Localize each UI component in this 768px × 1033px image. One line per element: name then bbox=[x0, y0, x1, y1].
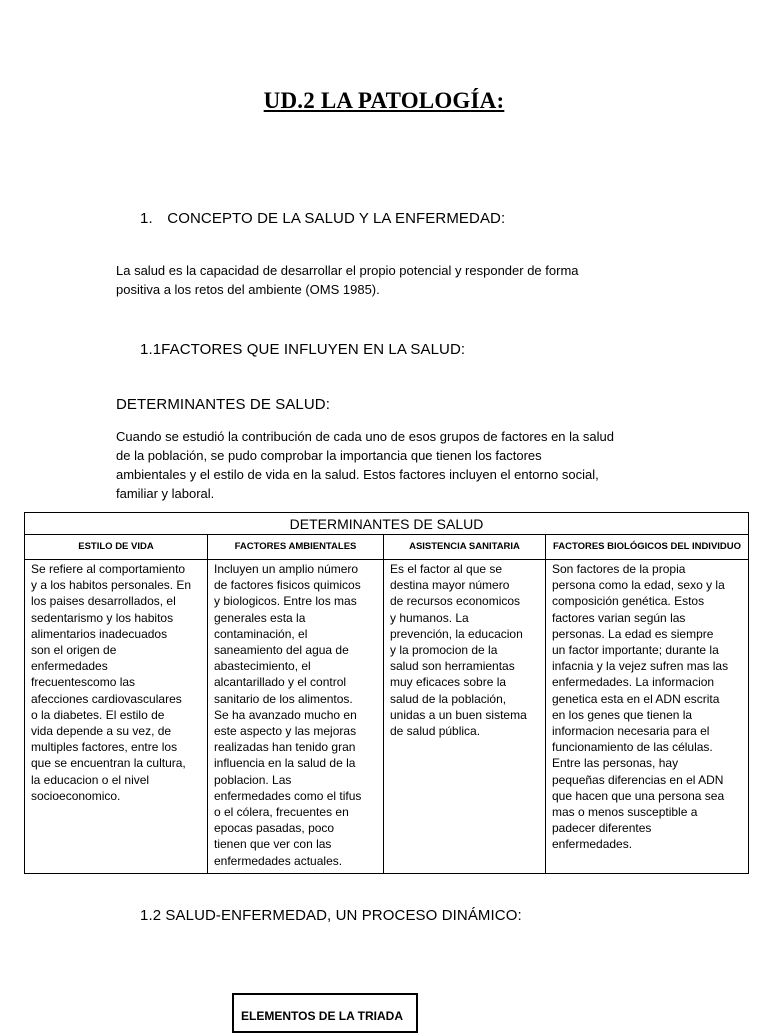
cell-line: y la promocion de la bbox=[390, 643, 498, 658]
cell-line: de factores fisicos quimicos bbox=[214, 578, 361, 593]
cell-line: y a los habitos personales. En bbox=[31, 578, 192, 593]
cell-line: o la diabetes. El estilo de bbox=[31, 707, 165, 722]
cell-line: enfermedades actuales. bbox=[214, 853, 343, 868]
document-title: UD.2 LA PATOLOGÍA: bbox=[263, 88, 505, 113]
cell-line: Se ha avanzado mucho en bbox=[214, 707, 357, 722]
triad-box-label: ELEMENTOS DE LA TRIADA bbox=[241, 1009, 404, 1023]
determinants-table bbox=[24, 512, 749, 874]
column-header-biology: FACTORES BIOLÓGICOS DEL INDIVIDUO bbox=[546, 535, 749, 560]
cell-line: destina mayor número bbox=[390, 578, 510, 593]
cell-line: enfermedades. La informacion bbox=[552, 675, 715, 690]
cell-line: que se encuentran la cultura, bbox=[31, 756, 186, 771]
cell-line: padecer diferentes bbox=[552, 821, 652, 836]
section-1-number: 1. bbox=[140, 210, 153, 227]
cell-line: Entre las personas, hay bbox=[552, 756, 679, 771]
cell-lifestyle bbox=[25, 560, 208, 874]
cell-line: mas o menos susceptible a bbox=[552, 805, 698, 820]
cell-line: epocas pasadas, poco bbox=[214, 821, 335, 836]
cell-line: contaminación, el bbox=[214, 626, 308, 641]
cell-line: Incluyen un amplio número bbox=[214, 562, 359, 576]
cell-line: de salud pública. bbox=[390, 724, 481, 739]
triad-elements-box bbox=[232, 993, 418, 1033]
cell-line: son el origen de bbox=[31, 643, 117, 658]
cell-line: Son factores de la propia bbox=[552, 562, 686, 576]
cell-healthcare bbox=[384, 560, 546, 874]
cell-line: y biologicos. Entre los mas bbox=[214, 594, 357, 609]
cell-line: infacnia y la vejez sufren mas las bbox=[552, 659, 729, 674]
paragraph-line: de la población, se pudo comprobar la importancia que tienen los factores bbox=[116, 448, 542, 463]
health-definition-paragraph bbox=[116, 261, 676, 299]
determinants-subheading: DETERMINANTES DE SALUD: bbox=[116, 396, 330, 413]
cell-line: sanitario de los alimentos. bbox=[214, 691, 353, 706]
cell-line: multiples factores, entre los bbox=[31, 740, 178, 755]
section-1-heading-text: CONCEPTO DE LA SALUD Y LA ENFERMEDAD: bbox=[167, 210, 506, 227]
cell-line: composición genética. Estos bbox=[552, 594, 705, 609]
cell-line: de recursos economicos bbox=[390, 594, 521, 609]
cell-environment bbox=[208, 560, 384, 874]
cell-line: enfermedades bbox=[31, 659, 108, 674]
cell-line: afecciones cardiovasculares bbox=[31, 691, 182, 706]
cell-line: enfermedades como el tifus bbox=[214, 788, 362, 803]
cell-line: Se refiere al comportamiento bbox=[31, 562, 186, 576]
cell-line: la educacion o el nivel bbox=[31, 772, 150, 787]
column-header-lifestyle: ESTILO DE VIDA bbox=[25, 535, 208, 560]
paragraph-line: Cuando se estudió la contribución de cada uno de esos grupos de factores en la salud bbox=[116, 429, 614, 444]
cell-line: este aspecto y las mejoras bbox=[214, 724, 357, 739]
cell-line: tienen que ver con las bbox=[214, 837, 332, 852]
cell-line: unidas a un buen sistema bbox=[390, 707, 527, 722]
cell-line: pequeñas diferencias en el ADN bbox=[552, 772, 724, 787]
paragraph-line: familiar y laboral. bbox=[116, 486, 215, 501]
cell-line: prevención, la educacion bbox=[390, 626, 523, 641]
cell-line: personas. La edad es siempre bbox=[552, 626, 714, 641]
cell-line: alimentarios inadecuados bbox=[31, 626, 168, 641]
column-header-healthcare: ASISTENCIA SANITARIA bbox=[384, 535, 546, 560]
cell-line: realizadas han tenido gran bbox=[214, 740, 356, 755]
paragraph-line: ambientales y el estilo de vida en la salud. Estos factores incluyen el entorno social, bbox=[116, 467, 599, 482]
cell-line: Es el factor al que se bbox=[390, 562, 503, 576]
section-1-2-heading: 1.2 SALUD-ENFERMEDAD, UN PROCESO DINÁMICO: bbox=[140, 907, 522, 924]
cell-line: socioeconomico. bbox=[31, 788, 121, 803]
cell-line: funcionamiento de las células. bbox=[552, 740, 713, 755]
cell-line: influencia en la salud de la bbox=[214, 756, 356, 771]
cell-line: que hacen que una persona sea bbox=[552, 788, 725, 803]
paragraph-line: La salud es la capacidad de desarrollar el propio potencial y responder de forma bbox=[116, 263, 579, 278]
cell-line: vida depende a su vez, de bbox=[31, 724, 172, 739]
cell-line: muy eficaces sobre la bbox=[390, 675, 507, 690]
cell-biology bbox=[546, 560, 749, 874]
cell-line: genetica esta en el ADN escrita bbox=[552, 691, 720, 706]
cell-line: informacion necesaria para el bbox=[552, 724, 710, 739]
cell-line: factores varian según las bbox=[552, 610, 686, 625]
cell-line: poblacion. Las bbox=[214, 772, 292, 787]
cell-line: en los genes que tienen la bbox=[552, 707, 693, 722]
cell-line: sedentarismo y los habitos bbox=[31, 610, 174, 625]
cell-line: y humanos. La bbox=[390, 610, 469, 625]
cell-line: abastecimiento, el bbox=[214, 659, 311, 674]
cell-line: enfermedades. bbox=[552, 837, 633, 852]
column-header-environment: FACTORES AMBIENTALES bbox=[208, 535, 384, 560]
cell-line: generales esta la bbox=[214, 610, 306, 625]
cell-line: salud de la población, bbox=[390, 691, 507, 706]
cell-line: frecuentescomo las bbox=[31, 675, 136, 690]
cell-line: o el cólera, frecuentes en bbox=[214, 805, 349, 820]
cell-line: los paises desarrollados, el bbox=[31, 594, 176, 609]
cell-line: salud son herramientas bbox=[390, 659, 515, 674]
cell-line: persona como la edad, sexo y la bbox=[552, 578, 725, 593]
table-title: DETERMINANTES DE SALUD bbox=[25, 513, 749, 535]
section-1-heading bbox=[140, 210, 505, 227]
cell-line: alcantarillado y el control bbox=[214, 675, 347, 690]
section-1-1-heading: 1.1FACTORES QUE INFLUYEN EN LA SALUD: bbox=[140, 341, 466, 358]
cell-line: saneamiento del agua de bbox=[214, 643, 349, 658]
cell-line: un factor importante; durante la bbox=[552, 643, 719, 658]
determinants-paragraph bbox=[116, 427, 676, 503]
paragraph-line: positiva a los retos del ambiente (OMS 1985). bbox=[116, 282, 380, 297]
